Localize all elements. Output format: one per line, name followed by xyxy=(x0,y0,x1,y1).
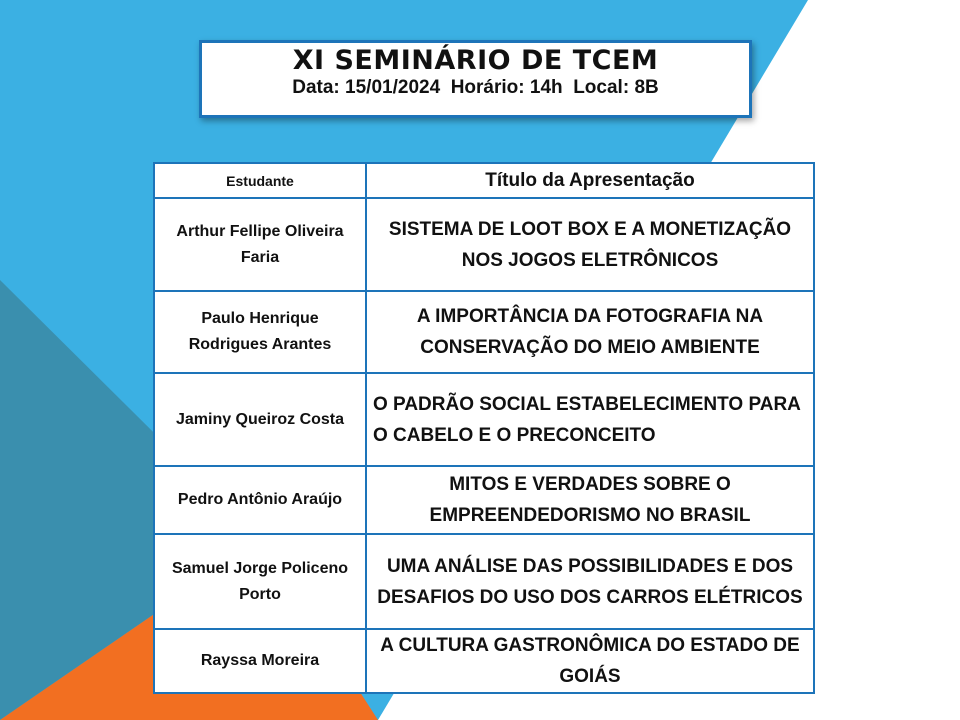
table-row xyxy=(154,291,814,373)
header-title: Título da Apresentação xyxy=(366,163,814,198)
presentation-title: A CULTURA GASTRONÔMICA DO ESTADO DE GOIÁS xyxy=(366,629,814,693)
table-row xyxy=(154,373,814,466)
table-row xyxy=(154,629,814,693)
schedule-table xyxy=(153,162,815,694)
location-value: 8B xyxy=(634,77,659,98)
student-name: Pedro Antônio Araújo xyxy=(154,466,366,534)
table-row xyxy=(154,534,814,629)
header-student: Estudante xyxy=(154,163,366,198)
table-row xyxy=(154,466,814,534)
table-row xyxy=(154,198,814,291)
seminar-details xyxy=(202,76,749,100)
date-value: 15/01/2024 xyxy=(345,77,441,98)
date-label: Data: xyxy=(292,77,340,98)
location-label: Local: xyxy=(573,77,630,98)
presentation-title: MITOS E VERDADES SOBRE O EMPREENDEDORISMO NO BRASIL xyxy=(366,466,814,534)
presentation-title: UMA ANÁLISE DAS POSSIBILIDADES E DOS DESAFIOS DO USO DOS CARROS ELÉTRICOS xyxy=(366,534,814,629)
title-box xyxy=(199,40,752,118)
presentation-title: SISTEMA DE LOOT BOX E A MONETIZAÇÃO NOS JOGOS ELETRÔNICOS xyxy=(366,198,814,291)
presentation-title: O PADRÃO SOCIAL ESTABELECIMENTO PARA O CABELO E O PRECONCEITO xyxy=(366,373,814,466)
student-name: Arthur Fellipe Oliveira Faria xyxy=(154,198,366,291)
seminar-title: XI SEMINÁRIO DE TCEM xyxy=(292,45,659,76)
student-name: Samuel Jorge Policeno Porto xyxy=(154,534,366,629)
student-name: Jaminy Queiroz Costa xyxy=(154,373,366,466)
presentation-title: A IMPORTÂNCIA DA FOTOGRAFIA NA CONSERVAÇÃO DO MEIO AMBIENTE xyxy=(366,291,814,373)
table-header-row xyxy=(154,163,814,198)
time-value: 14h xyxy=(529,77,563,98)
student-name: Paulo Henrique Rodrigues Arantes xyxy=(154,291,366,373)
student-name: Rayssa Moreira xyxy=(154,629,366,693)
time-label: Horário: xyxy=(450,77,525,98)
